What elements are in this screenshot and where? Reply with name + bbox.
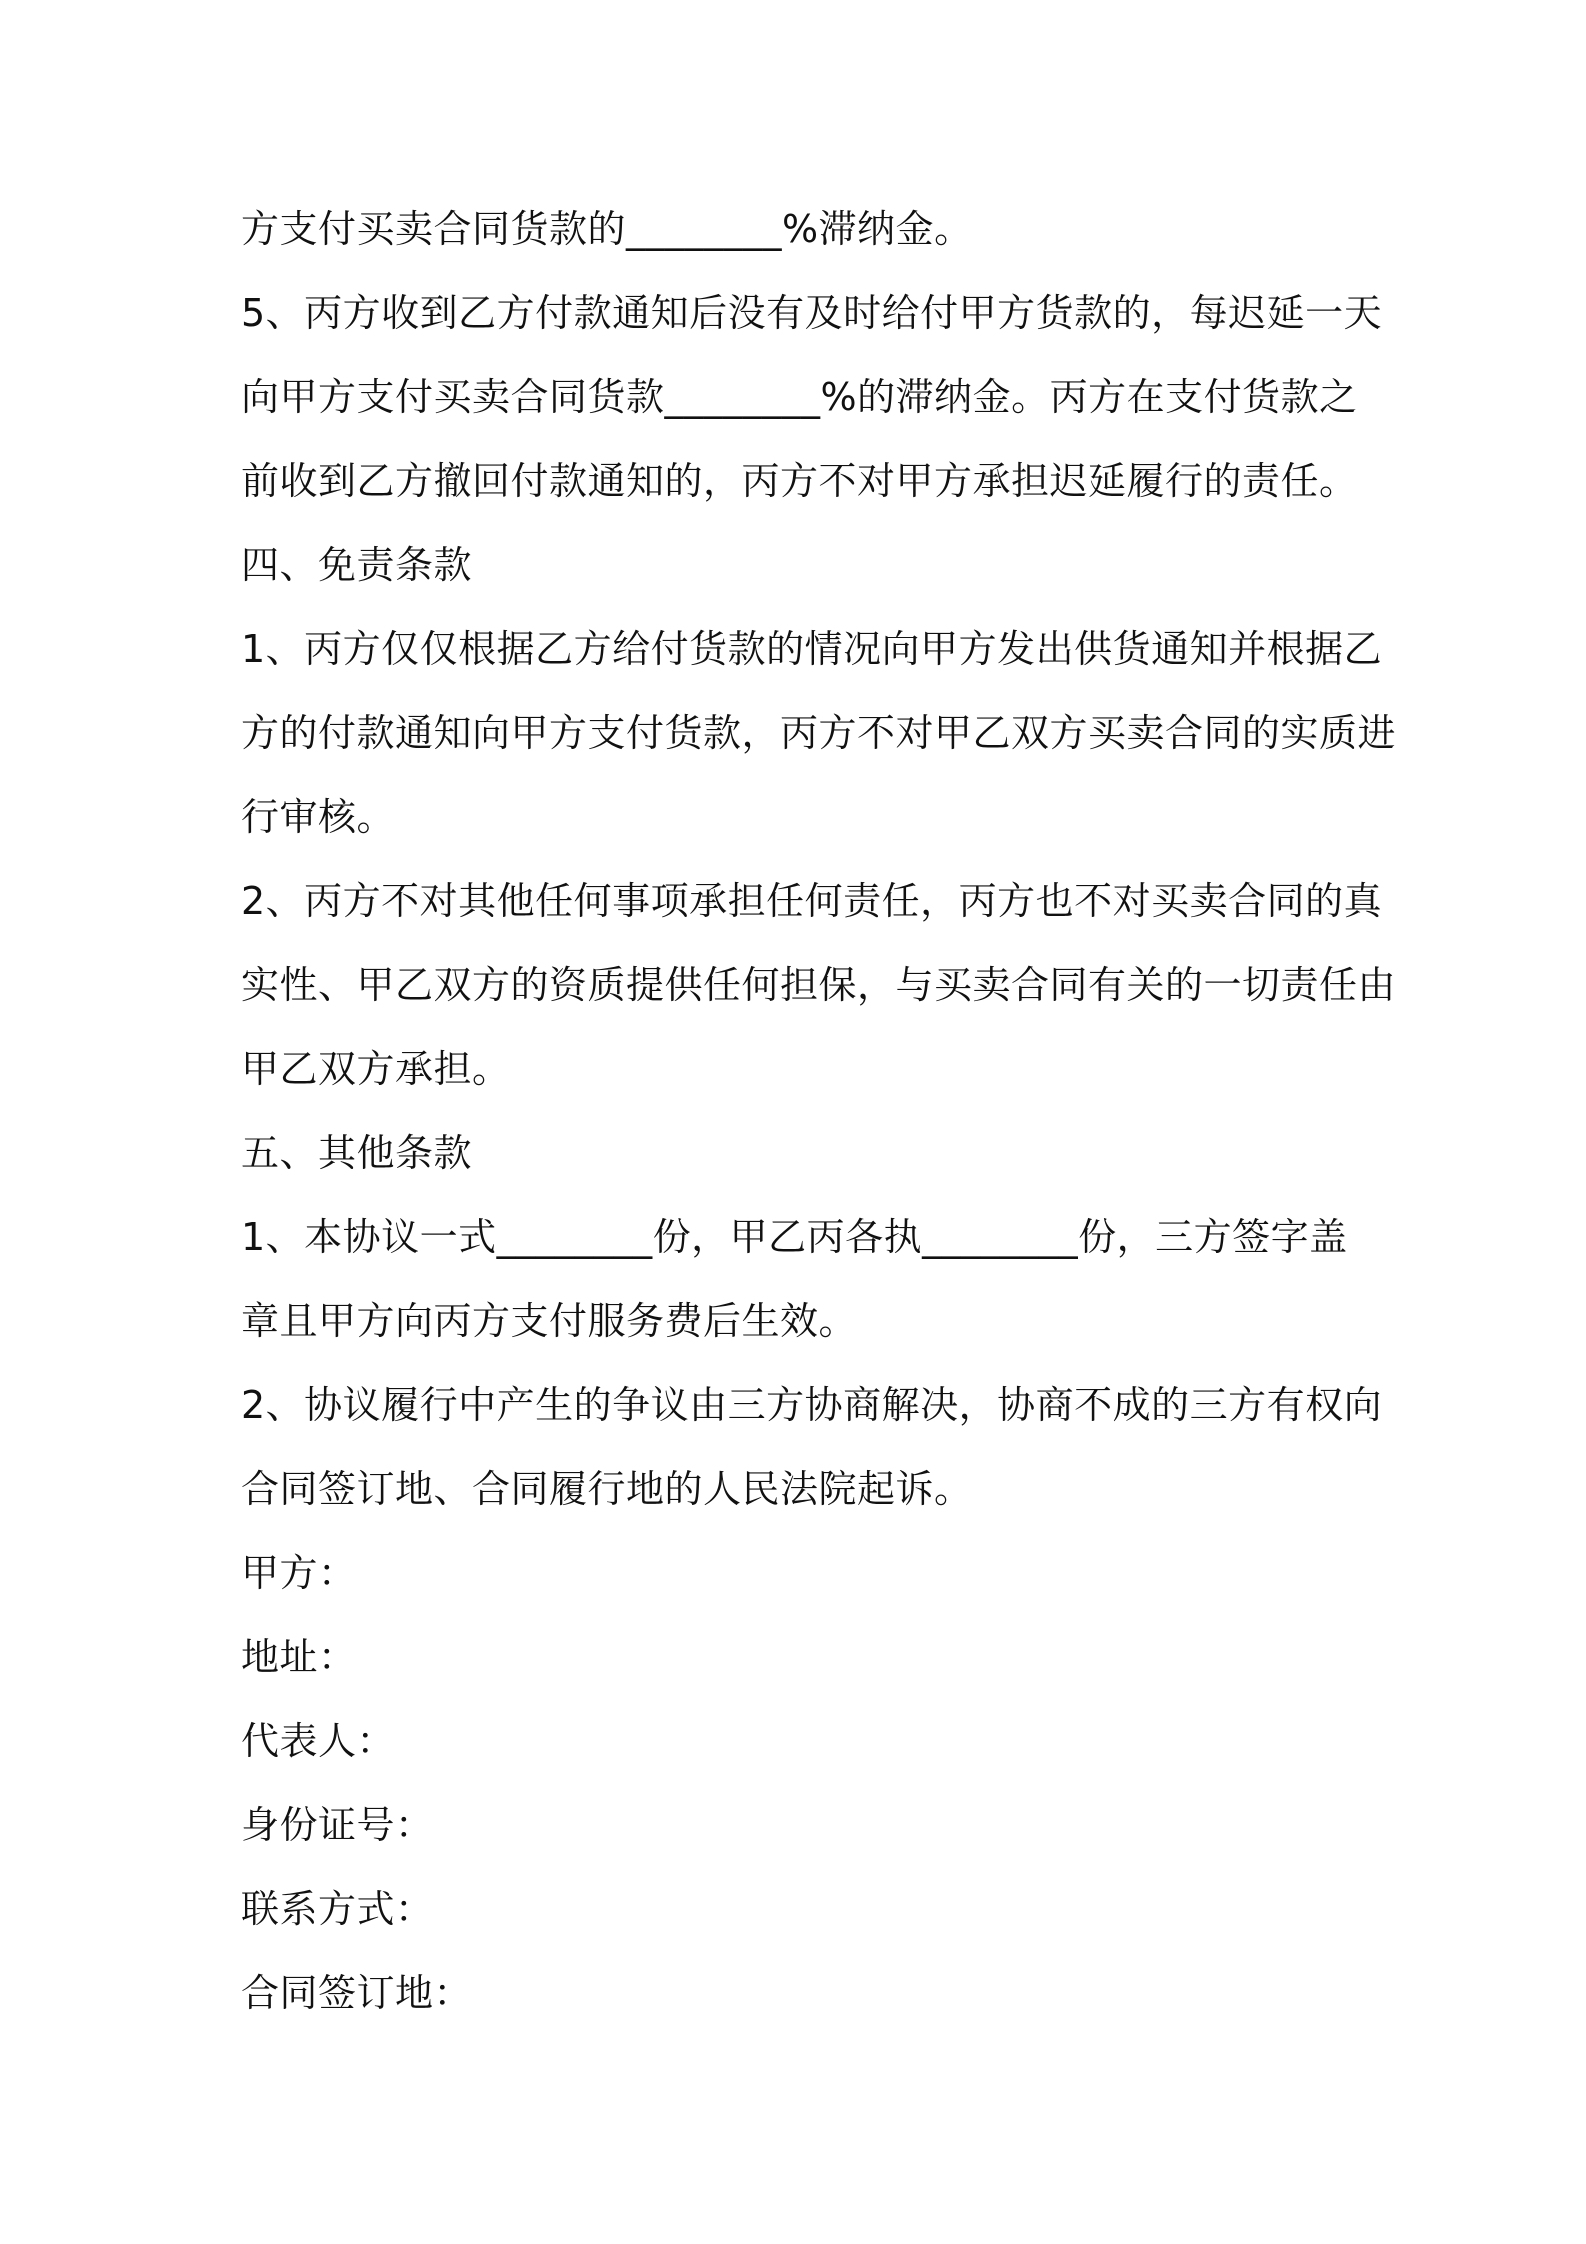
text-line: 章且甲方向丙方支付服务费后生效。 — [241, 1299, 858, 1343]
signature-field-label: 甲方： — [241, 1551, 357, 1595]
section-heading: 四、免责条款 — [241, 543, 473, 587]
text-line: 向甲方支付买卖合同货款________%的滞纳金。丙方在支付货款之 — [241, 375, 1358, 419]
text-line: 方的付款通知向甲方支付货款，丙方不对甲乙双方买卖合同的实质进 — [241, 711, 1397, 755]
signature-field-label: 身份证号： — [241, 1803, 434, 1847]
text-line: 方支付买卖合同货款的________%滞纳金。 — [241, 207, 973, 251]
text-line: 前收到乙方撤回付款通知的，丙方不对甲方承担迟延履行的责任。 — [241, 459, 1358, 503]
signature-field-label: 合同签订地： — [241, 1971, 473, 2015]
text-line: 实性、甲乙双方的资质提供任何担保，与买卖合同有关的一切责任由 — [241, 963, 1397, 1007]
text-line: 合同签订地、合同履行地的人民法院起诉。 — [241, 1467, 973, 1511]
text-line: 1、本协议一式________份，甲乙丙各执________份，三方签字盖 — [241, 1215, 1348, 1259]
text-line: 甲乙双方承担。 — [241, 1047, 511, 1091]
text-line: 2、协议履行中产生的争议由三方协商解决，协商不成的三方有权向 — [241, 1383, 1383, 1427]
signature-field-label: 代表人： — [241, 1719, 396, 1763]
text-line: 1、丙方仅仅根据乙方给付货款的情况向甲方发出供货通知并根据乙 — [241, 627, 1383, 671]
text-line: 5、丙方收到乙方付款通知后没有及时给付甲方货款的，每迟延一天 — [241, 291, 1383, 335]
section-heading: 五、其他条款 — [241, 1131, 473, 1175]
signature-field-label: 联系方式： — [241, 1887, 434, 1931]
signature-field-label: 地址： — [241, 1635, 357, 1679]
text-line: 行审核。 — [241, 795, 396, 839]
text-line: 2、丙方不对其他任何事项承担任何责任，丙方也不对买卖合同的真 — [241, 879, 1383, 923]
